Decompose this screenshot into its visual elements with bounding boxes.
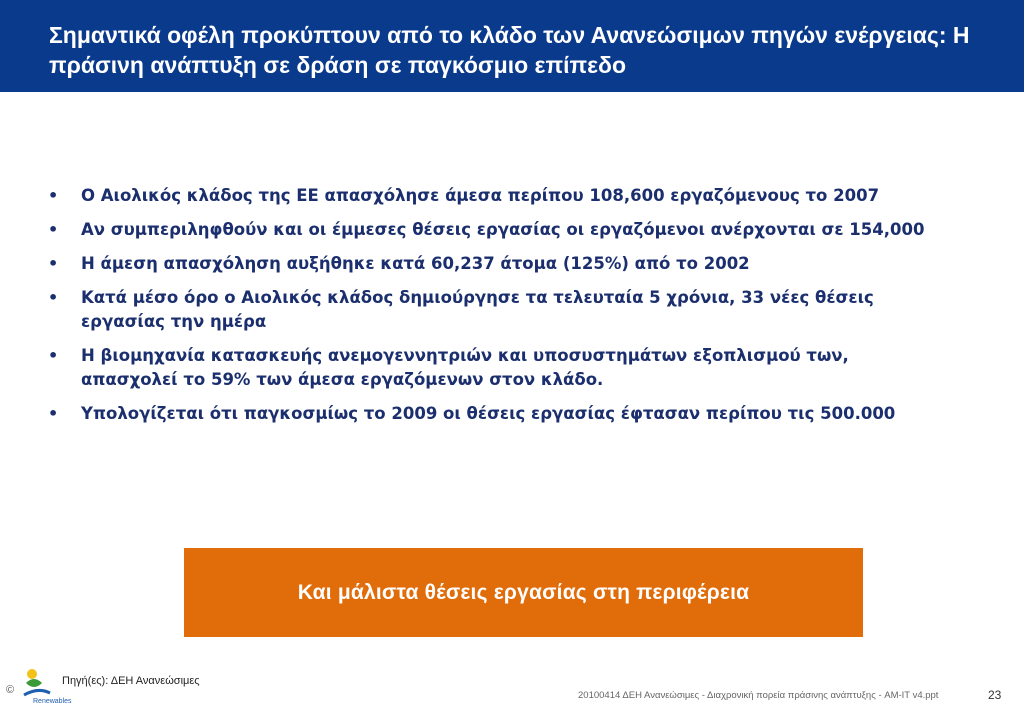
company-logo xyxy=(20,665,72,705)
bullet-marker: • xyxy=(48,404,59,423)
slide-header xyxy=(0,0,1024,92)
bullet-text: Υπολογίζεται ότι παγκοσμίως το 2009 οι θέσεις εργασίας έφτασαν περίπου τις 500.000 xyxy=(81,404,896,423)
bullet-text: Ο Αιολικός κλάδος της ΕΕ απασχόλησε άμεσα περίπου 108,600 εργαζόμενους το 2007 xyxy=(81,186,880,205)
bullet-list xyxy=(48,184,948,436)
bullet-text: Η άμεση απασχόληση αυξήθηκε κατά 60,237 άτομα (125%) από το 2002 xyxy=(81,254,750,273)
bullet-item xyxy=(48,344,948,392)
bullet-item xyxy=(48,218,948,242)
bullet-item xyxy=(48,286,948,334)
source-note: Πηγή(ες): ΔΕΗ Ανανεώσιμες xyxy=(62,675,200,687)
bullet-item xyxy=(48,184,948,208)
bullet-marker: • xyxy=(48,346,59,365)
bullet-marker: • xyxy=(48,186,59,205)
bullet-text: Κατά μέσο όρο ο Αιολικός κλάδος δημιούργησε τα τελευταία 5 χρόνια, 33 νέες θέσεις εργασίας την ημέρα xyxy=(81,288,874,331)
bullet-marker: • xyxy=(48,288,59,307)
page-number: 23 xyxy=(988,688,1002,702)
slide-title: Σημαντικά οφέλη προκύπτουν από το κλάδο των Ανανεώσιμων πηγών ενέργειας: Η πράσινη ανάπτυξη σε δράση σε παγκόσμιο επίπεδο xyxy=(49,22,970,78)
bullet-marker: • xyxy=(48,220,59,239)
bullet-text: Η βιομηχανία κατασκευής ανεμογεννητριών και υποσυστημάτων εξοπλισμού των, απασχολεί το 59% των άμεσα εργαζόμενων στον κλάδο. xyxy=(81,346,849,389)
bullet-item xyxy=(48,402,948,426)
callout-text: Και μάλιστα θέσεις εργασίας στη περιφέρεια xyxy=(297,580,750,604)
callout-box xyxy=(184,548,863,637)
bullet-marker: • xyxy=(48,254,59,273)
bullet-item xyxy=(48,252,948,276)
bullet-text: Αν συμπεριληφθούν και οι έμμεσες θέσεις εργασίας οι εργαζόμενοι ανέρχονται σε 154,000 xyxy=(81,220,925,239)
document-name: 20100414 ΔΕΗ Ανανεώσιμες - Διαχρονική πορεία πράσινης ανάπτυξης - AM-IT v4.ppt xyxy=(578,690,939,701)
logo-text: Renewables xyxy=(33,698,72,705)
copyright-mark: © xyxy=(6,684,15,696)
